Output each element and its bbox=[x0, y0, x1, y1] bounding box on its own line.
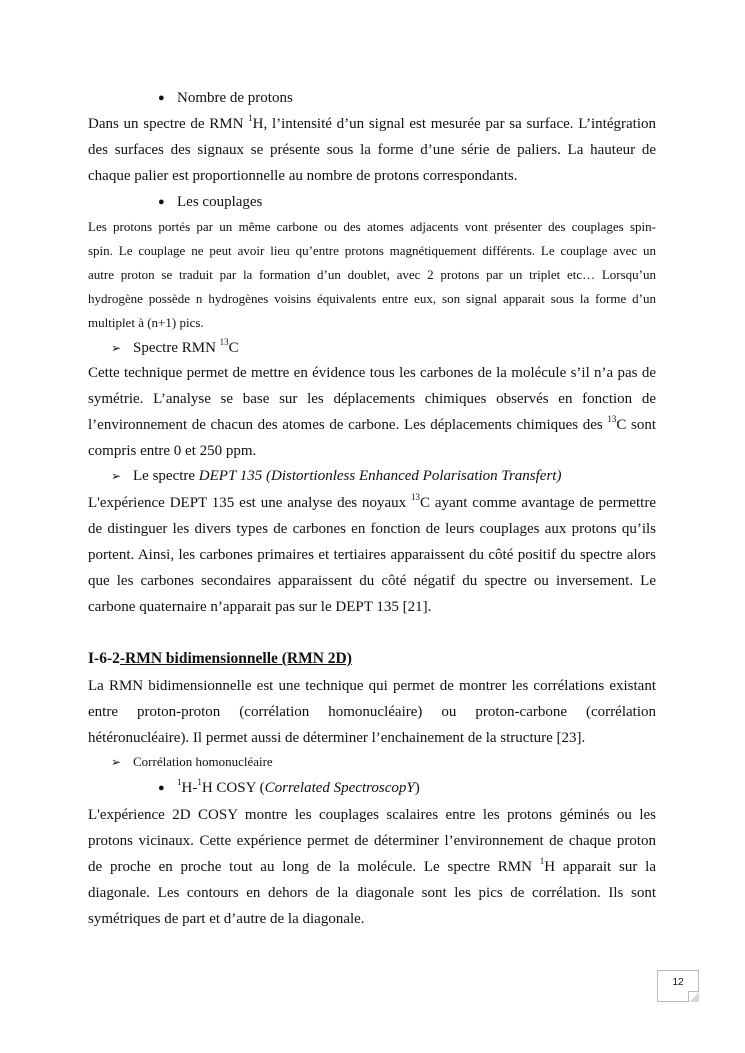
p6-line5: symétriques de part et d’autre de la diagonale. bbox=[88, 911, 365, 927]
p5-line3: hétéronucléaire). Il permet aussi de déterminer l’enchainement de la structure [23]. bbox=[88, 730, 586, 746]
arrow-dept-135: Le spectre DEPT 135 (Distortionless Enhanced Polarisation Transfert) bbox=[133, 468, 562, 484]
section-heading: I-6-2-RMN bidimensionnelle (RMN 2D) bbox=[88, 650, 352, 667]
arrow-bullet-icon: ➢ bbox=[111, 469, 122, 483]
p2-line3: autre proton se traduit par la formation d’un doublet, avec 2 protons par un triplet etc… Lorsqu’un bbox=[88, 267, 656, 282]
p3-line1: Cette technique permet de mettre en évidence tous les carbones de la molécule s’il n’a pas de bbox=[88, 365, 656, 381]
p5-line1: La RMN bidimensionnelle est une technique qui permet de montrer les corrélations existant bbox=[88, 678, 656, 694]
p1-line2: des surfaces des signaux se présente sous la forme d’une série de paliers. La hauteur de bbox=[88, 142, 656, 158]
p2-line5: multiplet à (n+1) pics. bbox=[88, 315, 204, 330]
bullet-dot: ● bbox=[158, 92, 165, 104]
p6-line3: de proche en proche tout au long de la molécule. Le spectre RMN $^1$H apparait sur la bbox=[88, 856, 656, 875]
arrow-bullet-icon: ➢ bbox=[111, 341, 122, 355]
p3-line4: compris entre 0 et 250 ppm. bbox=[88, 443, 257, 459]
p3-line2: symétrie. L’analyse se base sur les déplacements chimiques observés en fonction de bbox=[88, 391, 656, 407]
bullet-nombre-protons: Nombre de protons bbox=[177, 90, 293, 106]
p2-line1: Les protons portés par un même carbone ou des atomes adjacents vont présenter des couplages spin- bbox=[88, 219, 656, 234]
arrow-bullet-icon: ➢ bbox=[111, 755, 122, 769]
p4-line1: L'expérience DEPT 135 est une analyse des noyaux $^{13}$C ayant comme avantage de permettre bbox=[88, 492, 657, 511]
bullet-dot: ● bbox=[158, 782, 165, 794]
p6-line2: protons vicinaux. Cette expérience permet de déterminer l’environnement de chaque proton bbox=[88, 833, 656, 849]
bullet-dot: ● bbox=[158, 196, 165, 208]
p4-line3: portent. Ainsi, les carbones primaires et tertiaires apparaissent du côté positif du spectre alors bbox=[88, 547, 656, 563]
bullet-couplages: Les couplages bbox=[177, 194, 263, 210]
page-number: 12 bbox=[657, 970, 699, 1002]
p6-line1: L'expérience 2D COSY montre les couplages scalaires entre les protons géminés ou les bbox=[88, 807, 656, 823]
p1-line3: chaque palier est proportionnelle au nombre de protons correspondants. bbox=[88, 168, 518, 184]
arrow-correlation-homo: Corrélation homonucléaire bbox=[133, 754, 273, 769]
bullet-cosy: $^1$H-$^1$H COSY (Correlated SpectroscopY) bbox=[177, 777, 420, 796]
p6-line4: diagonale. Les contours en dehors de la diagonale sont les pics de corrélation. Ils sont bbox=[88, 885, 656, 901]
p1-line1: Dans un spectre de RMN $^1$H, l’intensité d’un signal est mesurée par sa surface. L’intégration bbox=[88, 113, 656, 132]
arrow-spectre-13c: Spectre RMN $^{13}$C bbox=[133, 337, 239, 356]
p2-line2: spin. Le couplage ne peut avoir lieu qu’entre protons magnétiquement différents. Le couplage avec un bbox=[88, 243, 656, 258]
p4-line2: de distinguer les divers types de carbones en fonction de leurs couplages aux protons qu’ils bbox=[88, 521, 656, 537]
p5-line2: entre proton-proton (corrélation homonucléaire) ou proton-carbone (corrélation bbox=[88, 704, 656, 720]
p2-line4: hydrogène possède n hydrogènes voisins équivalents entre eux, son signal apparait sous la forme d’un bbox=[88, 291, 656, 306]
p4-line4: que les carbones secondaires apparaissent du côté négatif du spectre ou inversement. Le bbox=[88, 573, 656, 589]
p4-line5: carbone quaternaire n’apparait pas sur le DEPT 135 [21]. bbox=[88, 599, 432, 615]
p3-line3: l’environnement de chacun des atomes de carbone. Les déplacements chimiques des $^{13}$C sont bbox=[88, 414, 657, 433]
